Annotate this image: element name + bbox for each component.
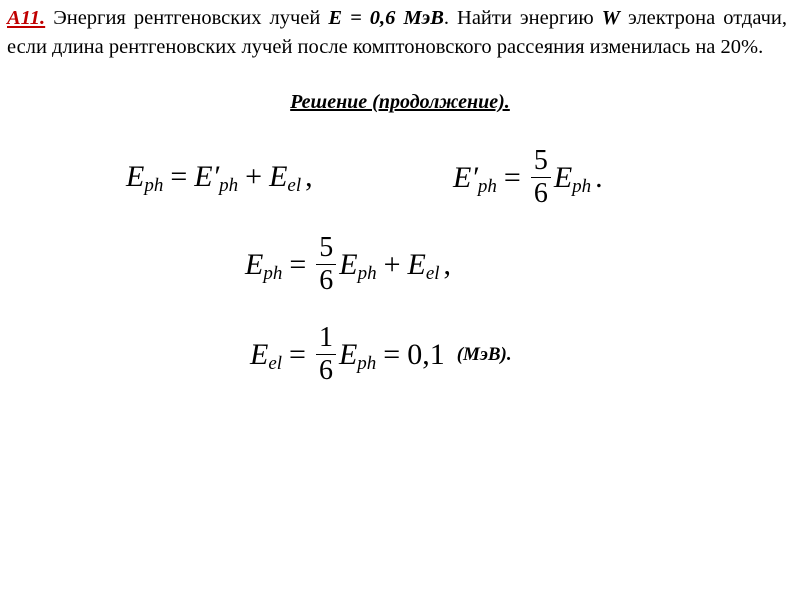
fraction-denominator: 6 (318, 355, 333, 386)
plus-sign: + (245, 160, 263, 193)
fraction (316, 232, 336, 297)
fraction-numerator: 1 (318, 322, 333, 353)
equals-sign: = (503, 160, 521, 194)
fraction-numerator: 5 (319, 232, 334, 263)
problem-text-part-1: Энергия рентгеновских лучей (45, 7, 329, 29)
fraction-denominator: 6 (533, 178, 548, 209)
formula-sub: ph (357, 352, 377, 374)
result-unit: (МэВ). (456, 343, 512, 365)
equals-sign: = (383, 337, 401, 371)
formula-energy-conservation (126, 160, 313, 194)
fraction-numerator: 5 (533, 145, 548, 176)
formula-var: E (338, 337, 358, 371)
plus-sign: + (383, 247, 401, 281)
formula-punctuation: , (443, 247, 452, 281)
fraction (531, 145, 551, 210)
formula-var: E′ (453, 160, 478, 194)
formula-var: E (339, 247, 358, 281)
problem-text-part-2: . Найти энергию (443, 7, 602, 29)
formula-var: E (250, 337, 269, 371)
problem-text-part-3: электрона отдачи, если длина рентгеновских лучей после комптоновского рассеяния изменилась на 20%. (7, 7, 787, 58)
formula-var: E (126, 160, 145, 193)
formula-var: E (269, 160, 288, 193)
formula-sub: ph (357, 262, 377, 284)
formula-sub: ph (219, 175, 239, 196)
formula-var: E (407, 247, 426, 281)
fraction (316, 322, 336, 387)
equals-sign: = (289, 337, 306, 371)
fraction-denominator: 6 (319, 265, 334, 296)
formula-var: E (553, 160, 573, 194)
formula-sub: ph (477, 175, 497, 197)
equals-sign: = (170, 160, 188, 193)
problem-statement (7, 4, 787, 62)
solution-heading: Решение (продолжение). (290, 91, 510, 113)
formula-sub: el (268, 352, 283, 374)
unknown-variable: W (601, 7, 620, 29)
problem-number: А11. (7, 7, 46, 29)
formula-punctuation: . (595, 160, 603, 194)
formula-result (250, 322, 512, 387)
formula-sub: el (287, 175, 302, 196)
result-value: 0,1 (407, 337, 445, 371)
formula-scattered-photon (453, 145, 603, 210)
formula-substitution (245, 232, 451, 297)
formula-var: E′ (194, 160, 220, 193)
formula-var: E (245, 247, 264, 281)
formula-sub: ph (263, 262, 283, 284)
equals-sign: = (289, 247, 307, 281)
formula-punctuation: , (305, 160, 313, 193)
formula-sub: el (425, 262, 440, 284)
given-energy: E = 0,6 МэВ (328, 7, 444, 29)
formula-sub: ph (144, 175, 164, 196)
formula-sub: ph (572, 175, 592, 197)
